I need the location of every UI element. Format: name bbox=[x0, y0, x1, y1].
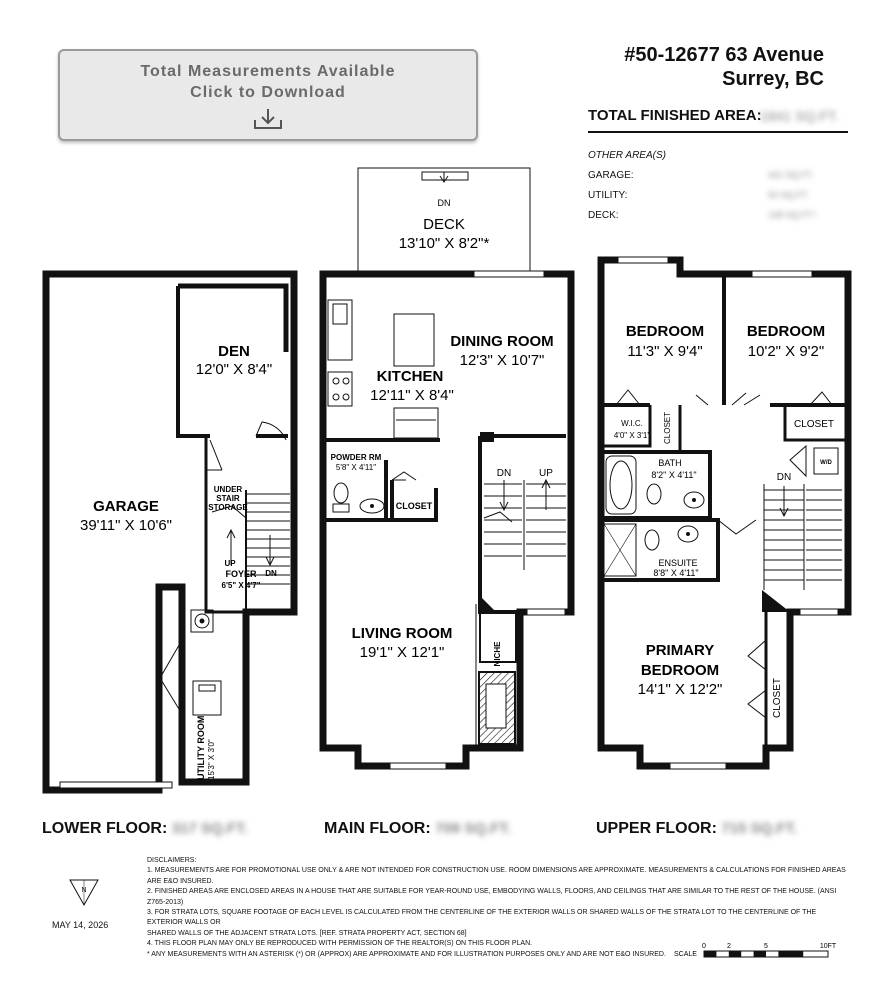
total-finished-area-value: 1841 SQ.FT. bbox=[760, 108, 839, 124]
upper-floor-plan bbox=[601, 257, 848, 769]
scale-label: SCALE bbox=[674, 951, 697, 958]
den-label: DEN bbox=[218, 343, 250, 360]
download-line-1: Total Measurements Available bbox=[140, 63, 396, 80]
scale-tick: 0 bbox=[702, 943, 706, 950]
foyer-dims: 6'5" X 4'7" bbox=[221, 581, 261, 590]
scale-tick: 10FT bbox=[819, 943, 837, 950]
disclaimers bbox=[147, 856, 847, 960]
upper-closet-label: CLOSET bbox=[793, 419, 835, 430]
bedroom-3-dims: 10'2" X 9'2" bbox=[747, 343, 825, 360]
dining-room-label: DINING ROOM bbox=[450, 333, 554, 350]
deck-dims: 13'10" X 8'2"* bbox=[398, 235, 490, 252]
main-floor-area-label: MAIN FLOOR: 709 SQ.FT. bbox=[324, 820, 511, 837]
foyer-label: FOYER bbox=[225, 569, 257, 579]
utility-room-dims: 15'3" X 3'0" bbox=[207, 739, 216, 780]
kitchen-label: KITCHEN bbox=[376, 368, 444, 385]
other-area-value: 50 SQ.FT. bbox=[768, 190, 809, 200]
primary-bedroom-label: PRIMARY bbox=[645, 642, 715, 659]
other-area-label: GARAGE: bbox=[588, 170, 634, 181]
bedroom-2-dims: 11'3" X 9'4" bbox=[627, 343, 703, 360]
ensuite-dims: 8'8" X 4'11" bbox=[653, 568, 699, 578]
living-room-dims: 19'1" X 12'1" bbox=[359, 644, 445, 661]
other-area-label: UTILITY: bbox=[588, 190, 628, 201]
main-floor-plan bbox=[323, 168, 571, 769]
wic-dims: 4'0" X 3'1" bbox=[613, 431, 651, 440]
niche-label: NICHE bbox=[493, 641, 502, 667]
primary-bedroom-label-2: BEDROOM bbox=[640, 662, 720, 679]
primary-bedroom-dims: 14'1" X 12'2" bbox=[637, 681, 723, 698]
disclaimers-title: DISCLAIMERS: bbox=[147, 857, 197, 864]
ensuite-label: ENSUITE bbox=[658, 558, 698, 568]
lower-stair-dn-label: DN bbox=[265, 569, 277, 578]
living-room-label: LIVING ROOM bbox=[351, 625, 453, 642]
powder-room-label: POWDER RM bbox=[330, 453, 382, 462]
bedroom-2-label: BEDROOM bbox=[625, 323, 705, 340]
under-stair-storage-label: UNDER STAIR STORAGE bbox=[208, 485, 248, 512]
scale-tick: 2 bbox=[727, 943, 731, 950]
main-closet-label: CLOSET bbox=[395, 501, 433, 511]
kitchen-dims: 12'11" X 8'4" bbox=[370, 387, 454, 404]
deck-dn-label: DN bbox=[437, 198, 451, 208]
main-stair-dn-label: DN bbox=[496, 468, 512, 479]
address-line-1: #50-12677 63 Avenue bbox=[624, 44, 824, 66]
bedroom-3-label: BEDROOM bbox=[746, 323, 826, 340]
north-label: N bbox=[81, 887, 87, 894]
other-areas-title: OTHER AREA(S) bbox=[588, 150, 666, 161]
washer-dryer-label: W/D bbox=[820, 460, 832, 466]
address-line-2: Surrey, BC bbox=[722, 68, 824, 90]
disclaimer-line: 4. THIS FLOOR PLAN MAY ONLY BE REPRODUCED WITH PERMISSION OF THE REALTOR(S) ON THIS FLOOR PLAN. bbox=[147, 940, 533, 948]
upper-floor-area-label: UPPER FLOOR: 715 SQ.FT. bbox=[596, 820, 798, 837]
disclaimer-line: 3. FOR STRATA LOTS, SQUARE FOOTAGE OF EACH LEVEL IS CALCULATED FROM THE CENTERLINE OF THE EXTERIOR WALLS OR SHARED WALLS OF THE STRATA LOT TO THE CENTERLINE OF THE EXTERIOR WALLS OR bbox=[147, 909, 817, 927]
lower-floor-area-label: LOWER FLOOR: 317 SQ.FT. bbox=[42, 820, 248, 837]
utility-room-label: UTILITY ROOM bbox=[196, 715, 206, 780]
powder-room-dims: 5'8" X 4'11" bbox=[335, 463, 377, 472]
total-finished-area-label: TOTAL FINISHED AREA: bbox=[588, 107, 762, 124]
wic-closet-label: CLOSET bbox=[663, 411, 672, 444]
upper-stair-dn-label: DN bbox=[776, 472, 792, 483]
bath-label: BATH bbox=[658, 458, 682, 468]
plan-date: MAY 14, 2026 bbox=[52, 920, 109, 930]
main-stair-up-label: UP bbox=[539, 468, 553, 479]
other-area-label: DECK: bbox=[588, 210, 619, 221]
primary-closet-label: CLOSET bbox=[772, 677, 783, 719]
other-area-value: 108 SQ.FT.* bbox=[768, 210, 818, 220]
wic-label: W.I.C. bbox=[621, 419, 643, 428]
deck-label: DECK bbox=[423, 216, 465, 233]
bath-dims: 8'2" X 4'11" bbox=[651, 470, 697, 480]
garage-dims: 39'11" X 10'6" bbox=[80, 517, 172, 534]
disclaimer-line: SHARED WALLS OF THE ADJACENT STRATA LOTS. [REF. STRATA PROPERTY ACT, SECTION 68] bbox=[147, 929, 467, 937]
garage-label: GARAGE bbox=[93, 498, 159, 515]
disclaimer-line: 1. MEASUREMENTS ARE FOR PROMOTIONAL USE ONLY & ARE NOT INTENDED FOR CONSTRUCTION USE. ROOM DIMENSIONS ARE APPROXIMATE. MEASUREMENTS & CALCULATIONS FOR FINISHED AREAS ARE E&O INSURED. bbox=[147, 867, 846, 885]
disclaimer-line: 2. FINISHED AREAS ARE ENCLOSED AREAS IN A HOUSE THAT ARE SUITABLE FOR YEAR-ROUND USE, EMBODYING WALLS, FLOORS, AND CEILINGS THAT ARE SIMILAR TO THE REST OF THE HOUSE. (ANSI Z765-2013) bbox=[147, 888, 837, 906]
dining-room-dims: 12'3" X 10'7" bbox=[459, 352, 545, 369]
lower-floor-plan bbox=[46, 274, 294, 790]
disclaimer-line: * ANY MEASUREMENTS WITH AN ASTERISK (*) OR (APPROX) ARE APPROXIMATE AND FOR ILLUSTRATION PURPOSES ONLY AND ARE NOT E&O INSURED. bbox=[147, 950, 666, 958]
north-arrow-icon bbox=[70, 880, 98, 905]
download-line-2: Click to Download bbox=[190, 84, 346, 101]
den-dims: 12'0" X 8'4" bbox=[195, 361, 273, 378]
scale-tick: 5 bbox=[764, 943, 768, 950]
lower-stair-up-label: UP bbox=[224, 559, 236, 568]
other-area-value: 441 SQ.FT. bbox=[768, 170, 814, 180]
